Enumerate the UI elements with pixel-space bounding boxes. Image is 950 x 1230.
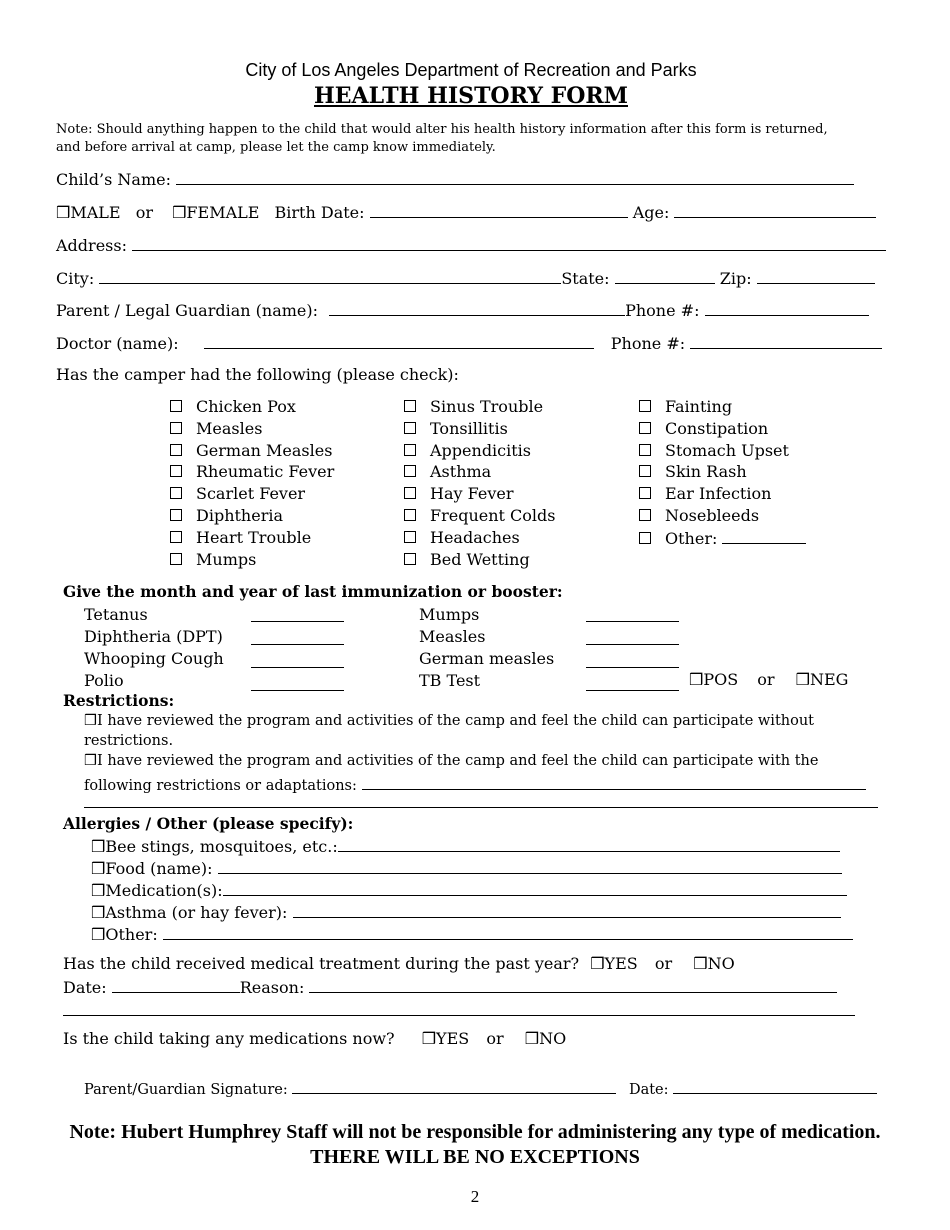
childs-name-label: Child’s Name: <box>56 170 171 189</box>
allergy-field[interactable] <box>223 879 847 896</box>
doctor-row <box>56 332 882 353</box>
checkbox-icon[interactable] <box>404 509 416 521</box>
medications-or-label: or <box>486 1029 504 1048</box>
illness-item[interactable]: Hay Fever <box>404 483 556 505</box>
parent-guardian-label: Parent / Legal Guardian (name): <box>56 301 318 320</box>
immunization-label: Mumps <box>419 605 480 624</box>
note-line-2: and before arrival at camp, please let the camp know immediately. <box>56 140 496 155</box>
gender-or-label: or <box>135 203 153 222</box>
medications-question: Is the child taking any medications now? <box>63 1029 395 1048</box>
illness-item[interactable]: Ear Infection <box>639 483 806 505</box>
childs-name-field[interactable] <box>176 168 854 185</box>
neg-label: NEG <box>810 670 849 689</box>
allergy-field[interactable] <box>218 857 842 874</box>
treatment-date-field[interactable] <box>112 976 240 993</box>
treatment-reason-label: Reason: <box>239 978 305 997</box>
medications-yes-label: YES <box>436 1029 470 1048</box>
female-checkbox-icon[interactable]: ❒ <box>172 203 187 222</box>
restriction-option-2[interactable] <box>84 753 818 769</box>
medications-no-label: NO <box>539 1029 567 1048</box>
immunization-date-field[interactable] <box>586 627 679 645</box>
checkbox-icon[interactable] <box>170 400 182 412</box>
illness-col-2 <box>404 396 556 570</box>
treatment-or-label: or <box>654 954 673 973</box>
note-line-1: Note: Should anything happen to the child that would alter his health history information after this form is returned, <box>56 122 828 137</box>
immunization-date-field[interactable] <box>251 627 344 645</box>
signature-field[interactable] <box>292 1079 616 1094</box>
checkbox-icon[interactable] <box>170 444 182 456</box>
childs-name-row <box>56 168 854 189</box>
illness-item[interactable]: Bed Wetting <box>404 549 556 571</box>
illness-item[interactable]: Sinus Trouble <box>404 396 556 418</box>
footer-exceptions: THERE WILL BE NO EXCEPTIONS <box>310 1146 640 1168</box>
allergy-row-food <box>91 857 842 878</box>
state-label: State: <box>561 269 610 288</box>
immunization-label: TB Test <box>419 671 481 690</box>
allergy-label: Food (name): <box>105 859 213 878</box>
checkbox-icon[interactable] <box>639 487 651 499</box>
signature-date-field[interactable] <box>673 1079 877 1094</box>
restriction-2-cont-row <box>84 773 866 794</box>
allergy-row-other <box>91 923 853 944</box>
checkbox-icon[interactable] <box>404 465 416 477</box>
doctor-phone-field[interactable] <box>690 332 882 349</box>
immunization-left-fields <box>251 604 344 696</box>
illness-item[interactable]: Stomach Upset <box>639 440 806 462</box>
tb-result-options <box>689 670 848 689</box>
restriction-2-checkbox-icon[interactable]: ❒ <box>84 753 97 769</box>
illness-item[interactable]: Asthma <box>404 461 556 483</box>
birth-date-label: Birth Date: <box>274 203 365 222</box>
checkbox-icon[interactable]: ❒ <box>91 903 106 922</box>
zip-field[interactable] <box>757 267 875 284</box>
checkbox-icon[interactable] <box>170 465 182 477</box>
immunization-heading: Give the month and year of last immunization or booster: <box>63 582 563 601</box>
treatment-reason-line-2[interactable] <box>63 999 855 1016</box>
birth-date-field[interactable] <box>370 201 628 218</box>
allergy-field[interactable] <box>293 901 841 918</box>
checkbox-icon[interactable] <box>170 422 182 434</box>
immunization-label: Diphtheria (DPT) <box>84 627 223 646</box>
immunization-date-field[interactable] <box>251 650 344 668</box>
checkbox-icon[interactable] <box>404 400 416 412</box>
checkbox-icon[interactable]: ❒ <box>91 881 106 900</box>
immunization-right-fields <box>586 604 679 696</box>
illness-item[interactable]: Heart Trouble <box>170 527 334 549</box>
checkbox-icon[interactable] <box>404 422 416 434</box>
illness-item[interactable]: Nosebleeds <box>639 505 806 527</box>
illness-item[interactable]: German Measles <box>170 440 334 462</box>
checkbox-icon[interactable]: ❒ <box>91 925 106 944</box>
city-field[interactable] <box>99 267 561 284</box>
checkbox-icon[interactable]: ❒ <box>91 837 106 856</box>
restriction-option-1[interactable] <box>84 713 814 729</box>
restrictions-heading: Restrictions: <box>63 691 175 710</box>
tb-or-label: or <box>757 670 775 689</box>
neg-checkbox-icon[interactable]: ❒ <box>795 670 810 689</box>
restriction-1-text: I have reviewed the program and activities of the camp and feel the child can participate without <box>97 713 814 729</box>
checkbox-icon[interactable] <box>639 532 651 544</box>
signature-label: Parent/Guardian Signature: <box>84 1082 288 1098</box>
parent-phone-field[interactable] <box>705 299 869 316</box>
allergy-label: Other: <box>105 925 158 944</box>
illness-item[interactable]: Diphtheria <box>170 505 334 527</box>
checkbox-icon[interactable] <box>639 465 651 477</box>
illness-item[interactable]: Appendicitis <box>404 440 556 462</box>
pos-checkbox-icon[interactable]: ❒ <box>689 670 704 689</box>
city-label: City: <box>56 269 95 288</box>
restriction-1-checkbox-icon[interactable]: ❒ <box>84 713 97 729</box>
male-label: MALE <box>70 203 121 222</box>
medications-row <box>63 1029 566 1048</box>
page-number: 2 <box>470 1187 480 1206</box>
footer-note: Note: Hubert Humphrey Staff will not be responsible for administering any type of medication. <box>69 1121 881 1143</box>
allergy-row-medication <box>91 879 847 900</box>
treatment-no-label: NO <box>707 954 735 973</box>
allergy-label: Medication(s): <box>105 881 223 900</box>
treatment-row <box>63 954 735 973</box>
checkbox-icon[interactable]: ❒ <box>91 859 106 878</box>
checkbox-icon[interactable] <box>639 400 651 412</box>
immunization-label: Measles <box>419 627 486 646</box>
checkbox-icon[interactable] <box>170 531 182 543</box>
age-label: Age: <box>632 203 670 222</box>
checkbox-icon[interactable] <box>639 444 651 456</box>
allergy-row-asthma <box>91 901 841 922</box>
pos-label: POS <box>703 670 739 689</box>
checkbox-icon[interactable] <box>170 509 182 521</box>
medications-no-checkbox-icon[interactable]: ❒ <box>524 1029 540 1048</box>
illness-item[interactable]: Tonsillitis <box>404 418 556 440</box>
checkbox-icon[interactable] <box>170 553 182 565</box>
age-field[interactable] <box>674 201 876 218</box>
allergy-label: Asthma (or hay fever): <box>105 903 288 922</box>
immunization-date-field[interactable] <box>251 604 344 622</box>
doctor-label: Doctor (name): <box>56 334 179 353</box>
illness-item[interactable]: Scarlet Fever <box>170 483 334 505</box>
parent-phone-label: Phone #: <box>625 301 700 320</box>
immunization-label: German measles <box>419 649 555 668</box>
checkbox-icon[interactable] <box>170 487 182 499</box>
immunization-date-field[interactable] <box>586 604 679 622</box>
illness-item[interactable]: Mumps <box>170 549 334 571</box>
allergy-field[interactable] <box>338 835 840 852</box>
address-label: Address: <box>56 236 127 255</box>
immunization-label: Whooping Cough <box>84 649 224 668</box>
zip-label: Zip: <box>719 269 752 288</box>
checkbox-icon[interactable] <box>639 509 651 521</box>
immunization-date-field[interactable] <box>251 673 344 691</box>
city-row <box>56 267 875 288</box>
gender-row <box>56 201 876 222</box>
doctor-phone-label: Phone #: <box>610 334 686 353</box>
checkbox-icon[interactable] <box>404 487 416 499</box>
checkbox-icon[interactable] <box>404 531 416 543</box>
form-title: HEALTH HISTORY FORM <box>313 83 628 109</box>
male-checkbox-icon[interactable]: ❒ <box>56 203 71 222</box>
treatment-date-label: Date: <box>63 978 107 997</box>
immunization-right-labels <box>419 604 554 692</box>
other-illness-field[interactable] <box>722 527 806 544</box>
medications-yes-checkbox-icon[interactable]: ❒ <box>421 1029 437 1048</box>
immunization-date-field[interactable] <box>586 650 679 668</box>
restriction-2-text-cont: following restrictions or adaptations: <box>84 778 357 794</box>
checkbox-icon[interactable] <box>639 422 651 434</box>
address-field[interactable] <box>132 234 886 251</box>
parent-guardian-field[interactable] <box>329 299 625 316</box>
allergy-label: Bee stings, mosquitoes, etc.: <box>105 837 338 856</box>
illness-item[interactable]: Measles <box>170 418 334 440</box>
allergies-heading: Allergies / Other (please specify): <box>63 814 354 833</box>
illness-item[interactable]: Rheumatic Fever <box>170 461 334 483</box>
immunization-left-labels <box>84 604 224 692</box>
doctor-field[interactable] <box>204 332 594 349</box>
signature-row <box>84 1079 877 1098</box>
treatment-question: Has the child received medical treatment during the past year? <box>63 954 580 973</box>
restrictions-field-line-2[interactable] <box>84 793 878 808</box>
illness-col-1 <box>170 396 334 570</box>
illness-item[interactable]: Constipation <box>639 418 806 440</box>
immunization-label: Tetanus <box>84 605 148 624</box>
checkbox-icon[interactable] <box>404 444 416 456</box>
illness-item[interactable]: Skin Rash <box>639 461 806 483</box>
treatment-date-row <box>63 976 837 997</box>
female-label: FEMALE <box>186 203 260 222</box>
signature-date-label: Date: <box>628 1082 669 1098</box>
immunization-date-field[interactable] <box>586 673 679 691</box>
allergy-field[interactable] <box>163 923 853 940</box>
illness-item[interactable]: Chicken Pox <box>170 396 334 418</box>
restriction-1-text-cont: restrictions. <box>84 733 174 749</box>
state-field[interactable] <box>615 267 715 284</box>
immunization-label: Polio <box>84 671 124 690</box>
illness-col-3 <box>639 396 806 550</box>
restriction-2-text: I have reviewed the program and activities of the camp and feel the child can participate with the <box>97 753 819 769</box>
illness-item[interactable]: Headaches <box>404 527 556 549</box>
checkbox-icon[interactable] <box>404 553 416 565</box>
illness-item[interactable]: Other: <box>639 527 806 550</box>
illness-item[interactable]: Fainting <box>639 396 806 418</box>
restrictions-field[interactable] <box>362 773 866 790</box>
illness-item[interactable]: Frequent Colds <box>404 505 556 527</box>
address-row <box>56 234 886 255</box>
treatment-reason-field[interactable] <box>309 976 837 993</box>
treatment-yes-checkbox-icon[interactable]: ❒ <box>590 954 605 973</box>
allergy-row-bee <box>91 835 840 856</box>
illness-prompt: Has the camper had the following (please check): <box>56 365 459 384</box>
treatment-no-checkbox-icon[interactable]: ❒ <box>693 954 708 973</box>
treatment-yes-label: YES <box>604 954 638 973</box>
department-name: City of Los Angeles Department of Recreation and Parks <box>245 60 697 80</box>
parent-row <box>56 299 869 320</box>
